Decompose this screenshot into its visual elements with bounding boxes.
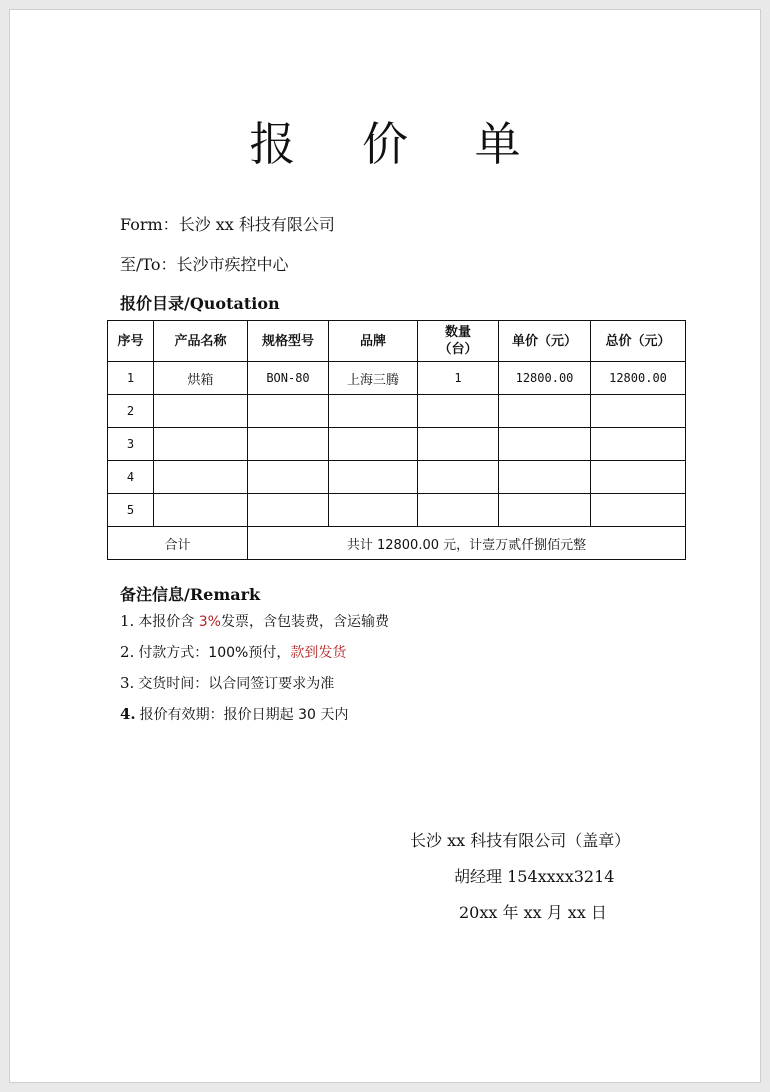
header-model: 规格型号 [248,321,329,362]
to-label: 至/To： [120,255,177,274]
remark-index: 2. [120,643,135,661]
cell-unit-price [499,494,591,527]
cell-unit-price [499,395,591,428]
signature-date: 20xx 年 xx 月 xx 日 [459,903,607,922]
cell-unit-price [499,428,591,461]
cell-quantity [418,461,499,494]
cell-unit-price [499,461,591,494]
cell-product-name [154,428,248,461]
remark-index: 4. [120,705,136,723]
cell-index: 5 [108,494,154,527]
document-page [9,9,761,1083]
cell-brand [329,428,418,461]
cell-index: 3 [108,428,154,461]
table-row [108,461,686,494]
quotation-table [107,320,686,560]
remark-item [120,643,389,674]
cell-total-price [591,428,686,461]
table-row [108,395,686,428]
remark-highlight: 3% [198,614,221,630]
remark-text-tail: 发票，含包装费，含运输费 [220,614,389,630]
signature-contact: 胡经理 154xxxx3214 [454,867,615,886]
from-value: 长沙 xx 科技有限公司 [178,215,335,234]
from-line [120,212,335,235]
table-row [108,428,686,461]
quotation-heading: 报价目录/Quotation [120,294,280,313]
header-product-name: 产品名称 [154,321,248,362]
header-quantity [418,321,499,362]
remark-index: 3. [120,674,135,692]
remark-item [120,612,389,643]
remark-heading: 备注信息/Remark [120,585,261,604]
remark-index: 1. [120,612,135,630]
header-quantity-line2: （台） [438,342,478,357]
remark-text: 报价有效期：报价日期起 30 天内 [139,707,349,723]
cell-brand [329,494,418,527]
cell-model [248,494,329,527]
cell-brand: 上海三腾 [329,362,418,395]
remark-text: 交货时间：以合同签订要求为准 [138,676,335,692]
cell-index: 2 [108,395,154,428]
cell-product-name [154,494,248,527]
cell-unit-price: 12800.00 [499,362,591,395]
remark-text: 付款方式：100%预付， [138,645,291,661]
remark-list [120,612,389,736]
cell-quantity [418,494,499,527]
remark-item [120,705,389,736]
header-total-price: 总价（元） [591,321,686,362]
cell-index: 1 [108,362,154,395]
cell-product-name: 烘箱 [154,362,248,395]
cell-model [248,428,329,461]
header-brand: 品牌 [329,321,418,362]
remark-item [120,674,389,705]
cell-total-price: 12800.00 [591,362,686,395]
remark-highlight: 款到发货 [290,645,347,661]
cell-quantity [418,428,499,461]
table-row [108,494,686,527]
cell-brand [329,395,418,428]
cell-brand [329,461,418,494]
to-line [120,252,288,275]
cell-quantity: 1 [418,362,499,395]
document-title: 报 价 单 [249,117,547,171]
header-quantity-line1: 数量 [444,325,471,340]
to-value: 长沙市疾控中心 [176,255,289,274]
total-label: 合计 [108,527,248,560]
table-header-row [108,321,686,362]
from-label: Form： [120,215,179,234]
header-index: 序号 [108,321,154,362]
total-text: 共计 12800.00 元，计壹万贰仟捌佰元整 [248,527,686,560]
table-row [108,362,686,395]
table-total-row [108,527,686,560]
cell-total-price [591,461,686,494]
cell-model [248,461,329,494]
cell-model: BON-80 [248,362,329,395]
cell-total-price [591,395,686,428]
cell-product-name [154,461,248,494]
cell-model [248,395,329,428]
header-unit-price: 单价（元） [499,321,591,362]
signature-company: 长沙 xx 科技有限公司（盖章） [410,831,631,850]
remark-text: 本报价含 [138,614,199,630]
cell-total-price [591,494,686,527]
cell-quantity [418,395,499,428]
cell-product-name [154,395,248,428]
cell-index: 4 [108,461,154,494]
